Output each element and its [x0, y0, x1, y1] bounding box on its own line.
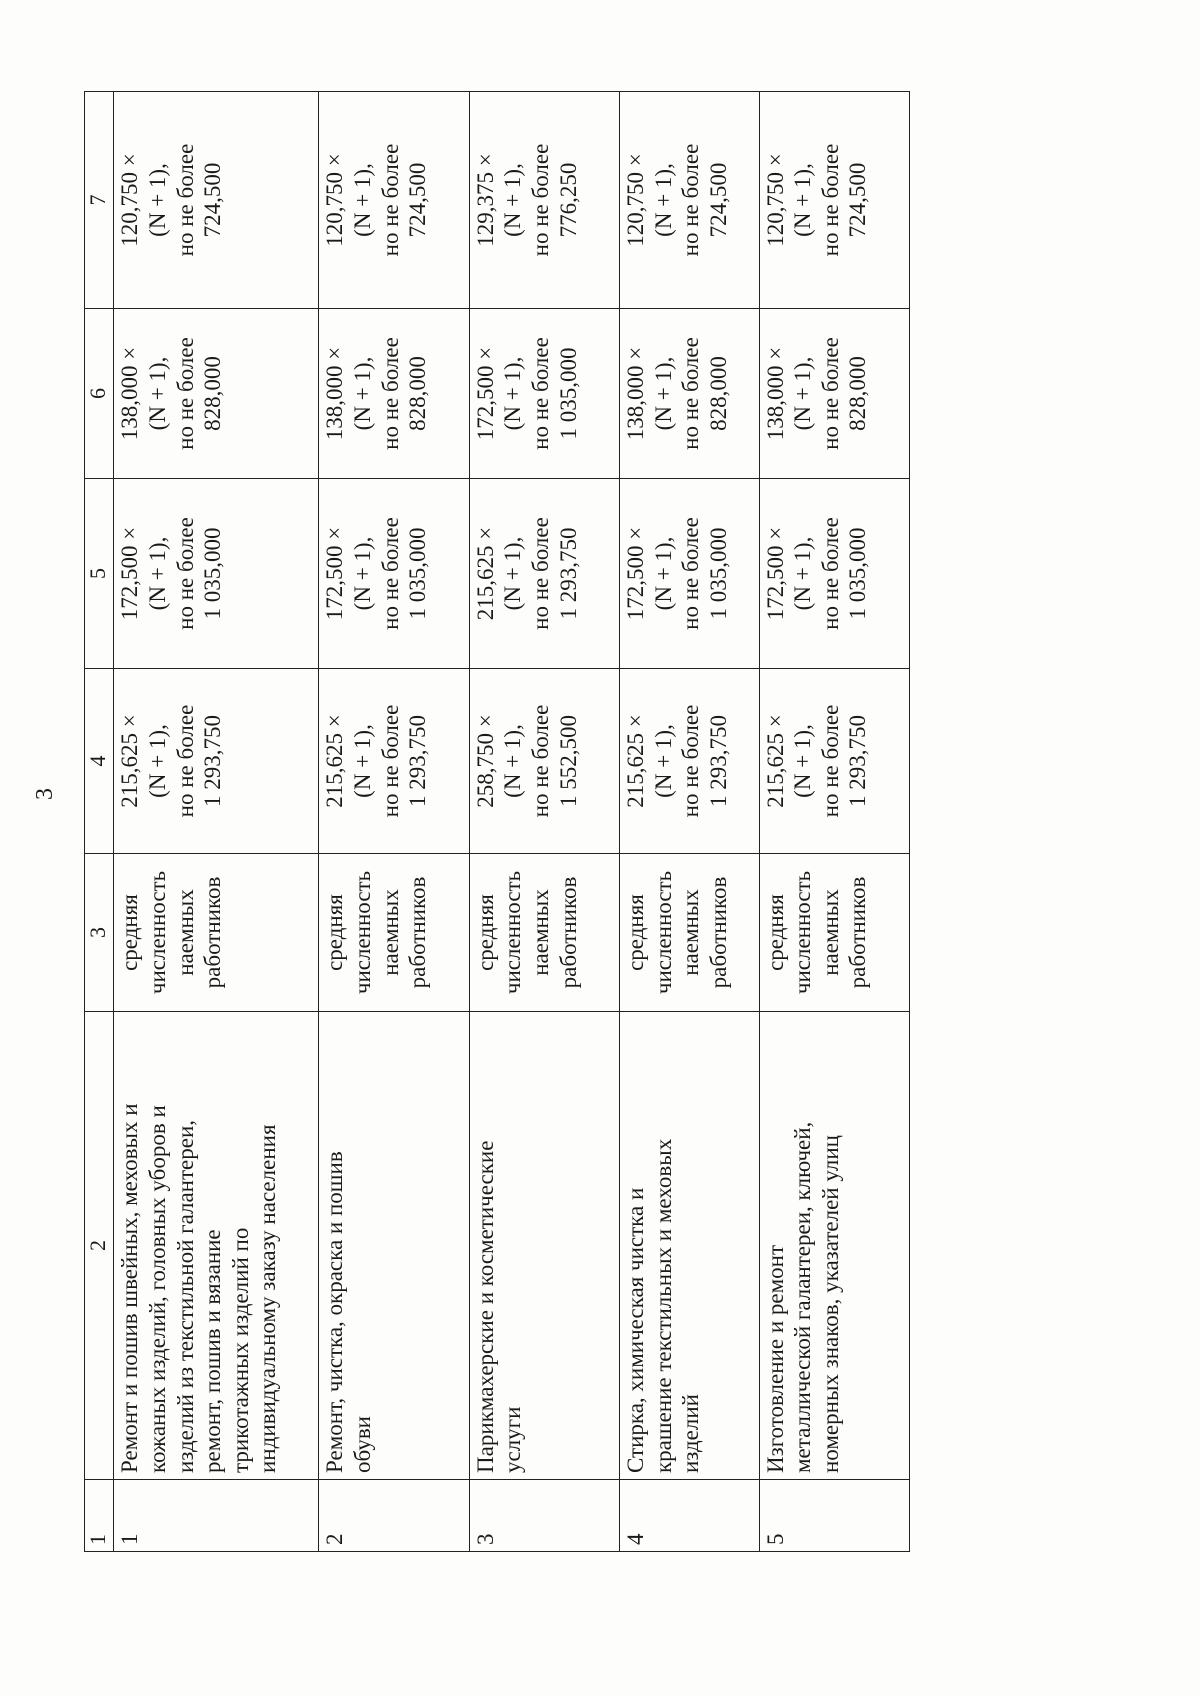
rate-col-6-line: но не более [817, 337, 843, 450]
rate-col-5-line: 215,625 × [472, 526, 498, 621]
service-description-line: металлической галантереи, ключей, [790, 1121, 816, 1473]
physical-indicator-line: работников [405, 876, 431, 989]
physical-indicator-line: средняя [623, 894, 649, 971]
rate-col-5-line: но не более [377, 517, 403, 630]
physical-indicator-line: наемных [377, 889, 403, 976]
rate-col-4-line: 215,625 × [117, 714, 143, 808]
rate-col-7-line: (N + 1), [790, 163, 816, 237]
rate-col-7-line: но не более [377, 143, 403, 257]
rate-col-4 [319, 669, 469, 854]
rate-col-7 [319, 92, 469, 309]
physical-indicator [319, 854, 469, 1012]
physical-indicator-line: наемных [678, 889, 704, 976]
rate-col-5-line: (N + 1), [145, 536, 170, 611]
rate-col-6 [319, 309, 469, 479]
rate-col-4-line: 1 293,750 [405, 715, 431, 807]
rate-col-4-line: 1 552,500 [555, 715, 581, 807]
rate-col-6-line: 138,000 × [762, 346, 788, 441]
rate-col-7-line: 724,500 [200, 162, 226, 238]
rate-col-4-line: 215,625 × [762, 714, 788, 808]
rate-col-4-line: но не более [172, 704, 198, 818]
rate-col-4-line: (N + 1), [350, 724, 376, 798]
rate-col-6-line: 1 035,000 [555, 347, 581, 440]
table-row [114, 92, 319, 1552]
row-number: 5 [759, 1480, 909, 1552]
column-header: 7 [85, 92, 114, 309]
physical-indicator-line: средняя [117, 894, 143, 971]
rate-col-4 [114, 669, 319, 854]
physical-indicator-line: численность [500, 870, 526, 995]
rate-col-4-line: но не более [678, 704, 704, 818]
table-row [620, 92, 760, 1552]
table-row [759, 92, 909, 1552]
physical-indicator-line: работников [555, 876, 581, 989]
rate-col-7-line: 724,500 [705, 162, 731, 238]
rate-col-4-line: (N + 1), [500, 724, 526, 798]
physical-indicator-line: наемных [817, 889, 843, 976]
rate-col-7-line: 129,375 × [472, 153, 498, 247]
rate-col-5-line: 1 035,000 [845, 527, 871, 620]
column-header: 1 [85, 1480, 114, 1552]
physical-indicator-line: работников [200, 876, 226, 989]
rate-col-6 [469, 309, 619, 479]
rate-col-5-line: (N + 1), [790, 536, 816, 611]
rate-col-7-line: но не более [678, 143, 704, 257]
service-description-line: обуви [350, 1416, 376, 1473]
service-description [469, 1012, 619, 1480]
rate-col-5 [620, 479, 760, 669]
rate-col-6-line: (N + 1), [500, 356, 526, 431]
rate-col-6-line: но не более [377, 337, 403, 450]
rate-col-5-line: 172,500 × [762, 526, 788, 621]
rate-col-4 [469, 669, 619, 854]
physical-indicator-line: средняя [472, 894, 498, 971]
service-description-line: Изготовление и ремонт [762, 1244, 788, 1473]
rate-col-7 [469, 92, 619, 309]
rate-col-7-line: (N + 1), [145, 163, 170, 237]
rate-col-7-line: 120,750 × [623, 153, 649, 247]
rate-col-6-line: 138,000 × [623, 346, 649, 441]
rate-col-6-line: (N + 1), [145, 356, 170, 431]
physical-indicator-line: наемных [527, 889, 553, 976]
rate-col-6-line: но не более [172, 337, 198, 450]
page-number: 3 [32, 788, 58, 800]
row-number: 4 [620, 1480, 760, 1552]
rate-col-6-line: 828,000 [705, 356, 731, 431]
row-number: 2 [319, 1480, 469, 1552]
rate-col-5-line: но не более [527, 517, 553, 630]
rate-col-4-line: 1 293,750 [200, 715, 226, 807]
service-description [759, 1012, 909, 1480]
rate-col-4-line: но не более [817, 704, 843, 818]
physical-indicator-line: работников [705, 876, 731, 989]
rate-col-5 [469, 479, 619, 669]
rate-col-6 [620, 309, 760, 479]
service-description-line: крашение текстильных и меховых [650, 1138, 676, 1473]
service-description-line: кожаных изделий, головных уборов и [145, 1105, 170, 1473]
rate-col-4-line: но не более [527, 704, 553, 818]
rate-col-7-line: 120,750 × [322, 153, 348, 247]
rate-col-6-line: 828,000 [405, 356, 431, 431]
rate-col-4 [620, 669, 760, 854]
rate-col-5-line: но не более [172, 517, 198, 630]
rate-col-6-line: (N + 1), [790, 356, 816, 431]
rate-col-5-line: 1 035,000 [200, 527, 226, 620]
rate-col-5 [759, 479, 909, 669]
column-header: 3 [85, 854, 114, 1012]
service-description-line: индивидуальному заказу населения [255, 1124, 281, 1473]
rate-col-4-line: 1 293,750 [705, 715, 731, 807]
column-header: 6 [85, 309, 114, 479]
rate-col-5-line: (N + 1), [500, 536, 526, 611]
rate-col-6-line: (N + 1), [350, 356, 376, 431]
rate-col-6 [114, 309, 319, 479]
rate-col-4-line: 215,625 × [322, 714, 348, 808]
rate-col-5-line: 1 035,000 [705, 527, 731, 620]
service-description-line: услуги [500, 1406, 526, 1473]
rate-col-7-line: но не более [527, 143, 553, 257]
physical-indicator [469, 854, 619, 1012]
physical-indicator-line: средняя [322, 894, 348, 971]
rate-col-7 [114, 92, 319, 309]
rate-col-7-line: 120,750 × [117, 153, 143, 247]
rate-col-7-line: но не более [817, 143, 843, 257]
rate-col-4-line: 1 293,750 [845, 715, 871, 807]
rate-col-6-line: 828,000 [845, 356, 871, 431]
rate-col-5 [319, 479, 469, 669]
rate-col-4-line: (N + 1), [650, 724, 676, 798]
rate-col-7-line: (N + 1), [650, 163, 676, 237]
service-description-line: изделий [678, 1394, 704, 1473]
rate-col-5-line: но не более [678, 517, 704, 630]
rate-col-6-line: 172,500 × [472, 346, 498, 441]
rate-col-6-line: но не более [527, 337, 553, 450]
rate-col-6-line: 828,000 [200, 356, 226, 431]
rate-col-4-line: 258,750 × [472, 714, 498, 808]
rate-col-7-line: (N + 1), [500, 163, 526, 237]
table-row [319, 92, 469, 1552]
physical-indicator [759, 854, 909, 1012]
rates-table [84, 91, 910, 1552]
service-description [319, 1012, 469, 1480]
rate-col-7-line: 776,250 [555, 162, 581, 238]
rate-col-4-line: но не более [377, 704, 403, 818]
row-number: 3 [469, 1480, 619, 1552]
service-description [114, 1012, 319, 1480]
physical-indicator-line: численность [650, 870, 676, 995]
rate-col-5-line: 172,500 × [117, 526, 143, 621]
column-header: 5 [85, 479, 114, 669]
rate-col-4 [759, 669, 909, 854]
rate-col-7-line: 120,750 × [762, 153, 788, 247]
column-number-row [85, 92, 114, 1552]
service-description-line: Ремонт, чистка, окраска и пошив [322, 1151, 348, 1473]
rate-col-5-line: но не более [817, 517, 843, 630]
physical-indicator-line: работников [845, 876, 871, 989]
rate-col-6-line: (N + 1), [650, 356, 676, 431]
physical-indicator-line: численность [145, 870, 170, 995]
service-description-line: Парикмахерские и косметические [472, 1140, 498, 1473]
table-row [469, 92, 619, 1552]
rate-col-6-line: но не более [678, 337, 704, 450]
rate-col-5-line: (N + 1), [350, 536, 376, 611]
physical-indicator [114, 854, 319, 1012]
row-number: 1 [114, 1480, 319, 1552]
physical-indicator [620, 854, 760, 1012]
rate-col-5-line: 1 293,750 [555, 527, 581, 620]
column-header: 2 [85, 1012, 114, 1480]
rate-col-6-line: 138,000 × [322, 346, 348, 441]
service-description-line: трикотажных изделий по [227, 1227, 253, 1473]
rate-col-7-line: но не более [172, 143, 198, 257]
rate-col-7-line: (N + 1), [350, 163, 376, 237]
physical-indicator-line: наемных [172, 889, 198, 976]
service-description-line: изделий из текстильной галантереи, [172, 1119, 198, 1473]
service-description-line: Стирка, химическая чистка и [623, 1187, 649, 1473]
rate-col-5-line: (N + 1), [650, 536, 676, 611]
service-description-line: Ремонт и пошив швейных, меховых и [117, 1103, 143, 1473]
rates-table-container [84, 92, 910, 1552]
rate-col-5-line: 1 035,000 [405, 527, 431, 620]
rate-col-7 [620, 92, 760, 309]
rate-col-4-line: (N + 1), [145, 724, 170, 798]
rate-col-6 [759, 309, 909, 479]
column-header: 4 [85, 669, 114, 854]
service-description-line: ремонт, пошив и вязание [200, 1229, 226, 1473]
rate-col-7-line: 724,500 [845, 162, 871, 238]
physical-indicator-line: численность [350, 870, 376, 995]
service-description [620, 1012, 760, 1480]
rate-col-7-line: 724,500 [405, 162, 431, 238]
rate-col-5-line: 172,500 × [322, 526, 348, 621]
service-description-line: номерных знаков, указателей улиц [817, 1135, 843, 1473]
physical-indicator-line: средняя [762, 894, 788, 971]
rate-col-4-line: 215,625 × [623, 714, 649, 808]
physical-indicator-line: численность [790, 870, 816, 995]
rate-col-7 [759, 92, 909, 309]
rate-col-5-line: 172,500 × [623, 526, 649, 621]
rate-col-5 [114, 479, 319, 669]
rate-col-6-line: 138,000 × [117, 346, 143, 441]
rate-col-4-line: (N + 1), [790, 724, 816, 798]
